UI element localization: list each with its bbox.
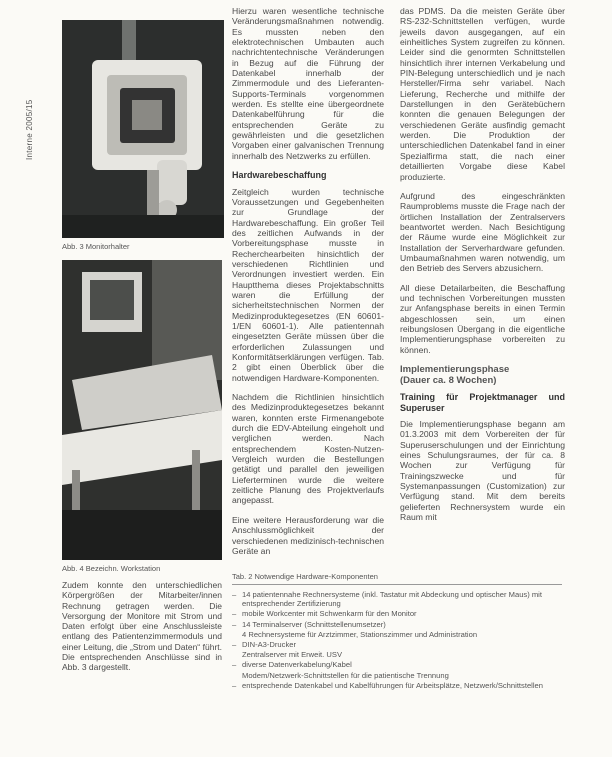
right-paragraph-4: Die Implementierungsphase begann am 01.3.2003 mit dem Vorbereiten der für Superuserschulungen und der Einrichtung eines Schulungsraumes, der für ca. 8 Wochen zur Verfügung für Trainingszwecke und für Systemanpassungen (Customization) zur Verfügung stand. Mit dem bereits gelieferten Rechnersystem wurde ein Raum mit (400, 419, 565, 523)
list-subitem: Modem/Netzwerk-Schnittstellen für die patientische Trennung (242, 670, 449, 680)
list-item: – mobile Workcenter mit Schwenkarm für den Monitor (232, 609, 567, 618)
mid-paragraph-4: Eine weitere Herausforderung war die Anschlussmöglichkeit der verschiedenen medizinisch-technischen Geräte an (232, 514, 384, 556)
workstation-illustration (62, 260, 222, 560)
right-paragraph-3: All diese Detailarbeiten, die Beschaffung und technischen Vorbereitungen mussten zur Anfangsphase bereits in einen Termin abgeschlossen sein, um einen reibungslosen Übergang in die eigentliche Implementierungsphase vorbereiten zu können. (400, 282, 565, 355)
heading-training: Training für Projektmanager und Superuser (400, 392, 565, 413)
workstation-photo (62, 260, 222, 560)
list-item: – 14 patientennahe Rechnersysteme (inkl. Tastatur mit Abdeckung und optischer Maus) mit entsprechender Zertifizierung (232, 590, 567, 608)
middle-column (232, 6, 384, 565)
heading-implementation-line2: (Dauer ca. 8 Wochen) (400, 375, 497, 386)
figure-3-caption: Abb. 3 Monitorhalter (62, 242, 130, 251)
monitor-holder-illustration (62, 20, 224, 238)
list-item: – DIN-A3-Drucker (232, 640, 567, 649)
list-item: – diverse Datenverkabelung/Kabel (232, 660, 567, 669)
monitor-holder-photo (62, 20, 224, 238)
figure-4-caption: Abb. 4 Bezeichn. Workstation (62, 564, 161, 573)
mid-paragraph-2: Zeitgleich wurden technische Voraussetzungen und Gegebenheiten zur Grundlage der Hardwarebeschaffung. Ein großer Teil des zeitlichen Aufwands in der Vorbereitungsphase musste in Recherchearbeiten hinsichtlich der verschiedenen Richtlinien und Verordnungen investiert werden. Ein Hauptthema dieses Projektabschnitts waren die Erfüllung der sicherheitstechnischen Normen der Medizinproduktegesetzes (EN 60601-1/EN 60601-1). Alle patientennah eingesetzten Geräte müssen über die erforderlichen Zulassungen und Konformitätserklärungen verfügen. Tab. 2 gibt einen Überblick über die notwendigen Hardware-Komponenten. (232, 186, 384, 383)
right-column (400, 6, 565, 531)
right-paragraph-2: Aufgrund des eingeschränkten Raumproblems musste die Frage nach der örtlichen Installation der Zentralservers beantwortet werden. Nach Besichtigung der Räume wurde eine Möglichkeit zur Installation der Serverhardware gefunden. Umbaumaßnahmen waren notwendig, um den Betrieb des Servers abzusichern. (400, 190, 565, 274)
mid-paragraph-1: Hierzu waren wesentliche technische Veränderungsmaßnahmen notwendig. Es mussten neben den elektrotechnischen Umbauten auch nachrichtentechnische Veränderungen in Bezug auf die Führung der Datenkabel innerhalb der Zimmermodule und des Lieferanten-Supports-Terminals vorgenommen werden. Es stellte eine übergeordnete Datenkabelführung für die entsprechenden Geräte zu gewährleisten und die gesetzlichen Vorgaben einer galvanischen Trennung innerhalb des Netzwerks zu erfüllen. (232, 6, 384, 161)
heading-implementation-line1: Implementierungsphase (400, 364, 510, 375)
heading-implementation (400, 364, 565, 386)
table-2-list (232, 590, 567, 691)
table-2-caption: Tab. 2 Notwendige Hardware-Komponenten (232, 572, 562, 585)
right-paragraph-1: das PDMS. Da die meisten Geräte über RS-232-Schnittstellen verfügen, wurde jeweils davon ausgegangen, auf ein einheitliches System zugreifen zu können. Leider sind die genormten Schnittstellen hinsichtlich ihrer internen Verkabelung und PIN-Belegung unterschiedlich und je nach Hersteller/Firma sehr variabel. Nach Lieferung, Recherche und mithilfe der Darstellungen in den Gerätebüchern konnten die genauen Belegungen der verschiedenen Geräte ausfindig gemacht werden. Die Produktion der unterschiedlichen Datenkabel fand in einer Spezialfirma statt, die nach einer detaillierten Vorgabe diese Kabel produzierte. (400, 6, 565, 182)
list-subitem: Zentralserver mit Erweit. USV (242, 650, 343, 660)
list-subitem: 4 Rechnersysteme für Arztzimmer, Stationszimmer und Administration (242, 629, 478, 639)
list-item: – 14 Terminalserver (Schnittstellenumsetzer) (232, 620, 567, 629)
running-title: Interne 2005/15 (25, 99, 34, 160)
list-item: – entsprechende Datenkabel und Kabelführungen für Arbeitsplätze, Netzwerk/Schnittstellen (232, 681, 567, 690)
heading-hardware: Hardwarebeschaffung (232, 170, 327, 181)
bottom-left-column (62, 580, 222, 682)
bottom-paragraph: Zudem konnte den unterschiedlichen Körpergrößen der Mitarbeiter/innen Rechnung getragen werden. Die Versorgung der Monitore mit Strom und Daten erfolgt über eine Anschlussleiste entlang des Patientenzimmermoduls und einer Leitung, die „Strom und Daten“ führt. Die entsprechenden Anschlüsse sind in Abb. 3 dargestellt. (62, 580, 222, 673)
mid-paragraph-3: Nachdem die Richtlinien hinsichtlich des Medizinproduktegesetzes bekannt waren, konnten erste Firmenangebote durch die EDV-Abteilung eingeholt und verglichen werden. Nach entsprechendem Kosten-Nutzen-Vergleich wurden die Bestellungen getätigt und parallel den jeweiligen Lieferterminen wurde die weitere zeitliche Planung des Projektverlaufs angepasst. (232, 392, 384, 506)
